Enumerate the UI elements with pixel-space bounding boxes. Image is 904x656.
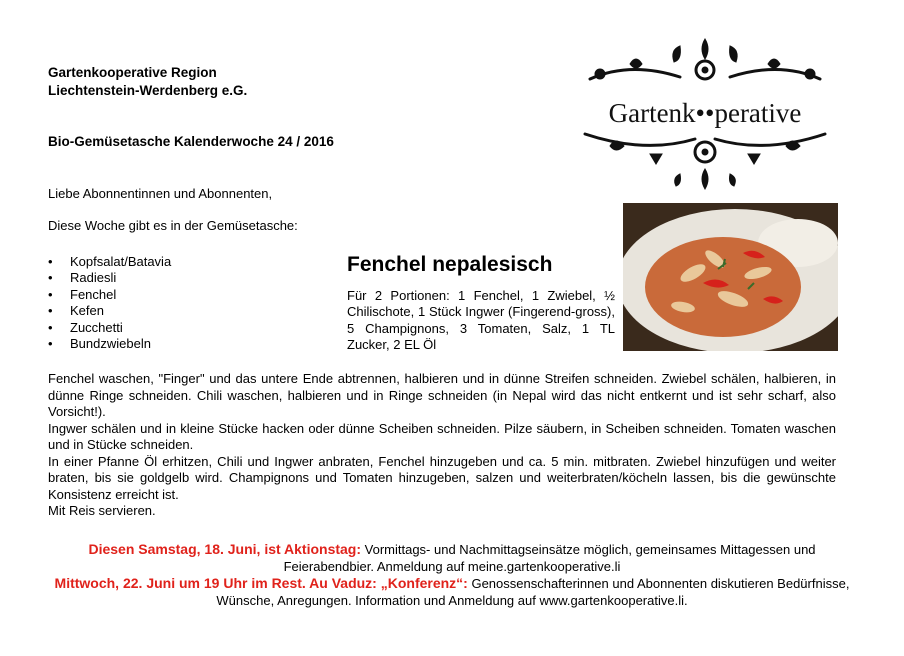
event-2-text: Genossenschafterinnen und Abonnenten diskutieren Bedürfnisse, Wünsche, Anregungen. Information und Anmeldung auf www.gartenkooperative.li. <box>216 576 850 608</box>
event-2 <box>48 575 856 609</box>
intro-text: Diese Woche gibt es in der Gemüsetasche: <box>48 218 298 233</box>
org-line-2: Liechtenstein-Werdenberg e.G. <box>48 83 248 98</box>
list-item: • Fenchel <box>48 287 171 303</box>
instruction-paragraph: Mit Reis servieren. <box>48 503 156 518</box>
list-item: • Bundzwiebeln <box>48 336 171 352</box>
recipe-photo <box>623 203 838 351</box>
list-item: • Zucchetti <box>48 320 171 336</box>
greeting: Liebe Abonnentinnen und Abonnenten, <box>48 186 273 201</box>
recipe-ingredients: Für 2 Portionen: 1 Fenchel, 1 Zwiebel, ½ Chilischote, 1 Stück Ingwer (Fingerend-gross), 5 Champignons, 3 Tomaten, Salz, 1 TL Zucker, 2 EL Öl <box>347 288 615 353</box>
logo-wordmark: Gartenk••perative <box>608 98 802 128</box>
recipe-title: Fenchel nepalesisch <box>347 253 553 276</box>
instruction-paragraph: Ingwer schälen und in kleine Stücke hacken oder dünne Scheiben schneiden. Pilze säubern, in Scheiben schneiden. Tomaten waschen und in Stücke schneiden. <box>48 420 836 452</box>
org-line-1: Gartenkooperative Region <box>48 65 217 80</box>
vegetable-list <box>48 254 171 352</box>
recipe-instructions <box>48 371 836 520</box>
event-2-title: Mittwoch, 22. Juni um 19 Uhr im Rest. Au Vaduz: „Konferenz“: <box>54 575 468 591</box>
event-1-text: Vormittags- und Nachmittagseinsätze möglich, gemeinsames Mittagessen und Feierabendbier. Anmeldung auf meine.gartenkooperative.li <box>283 542 816 574</box>
instruction-paragraph: Fenchel waschen, "Finger" und das untere Ende abtrennen, halbieren und in dünne Streifen schneiden. Zwiebel schälen, halbieren, in dünne Ringe schneiden. Chili waschen, halbieren und in Ringe schneiden (in Nepal wird das nicht entkernt und ist sehr scharf, also Vorsicht!). <box>48 371 836 419</box>
organization-name <box>48 64 247 100</box>
list-item: • Kefen <box>48 303 171 319</box>
event-1-title: Diesen Samstag, 18. Juni, ist Aktionstag: <box>88 541 362 557</box>
list-item: • Radiesli <box>48 270 171 286</box>
list-item: • Kopfsalat/Batavia <box>48 254 171 270</box>
gartenkooperative-logo <box>570 34 840 192</box>
event-1 <box>48 541 856 575</box>
instruction-paragraph: In einer Pfanne Öl erhitzen, Chili und Ingwer anbraten, Fenchel hinzugeben und ca. 5 min. mitbraten. Zwiebel hinzufügen und weiter braten, bis sie goldgelb wird. Champignons und Tomaten hinzugeben, salzen und weiterbraten/köcheln lassen, bis die gewünschte Konsistenz erreicht ist. <box>48 453 836 502</box>
week-heading: Bio-Gemüsetasche Kalenderwoche 24 / 2016 <box>48 134 334 149</box>
event-announcements <box>48 541 856 609</box>
